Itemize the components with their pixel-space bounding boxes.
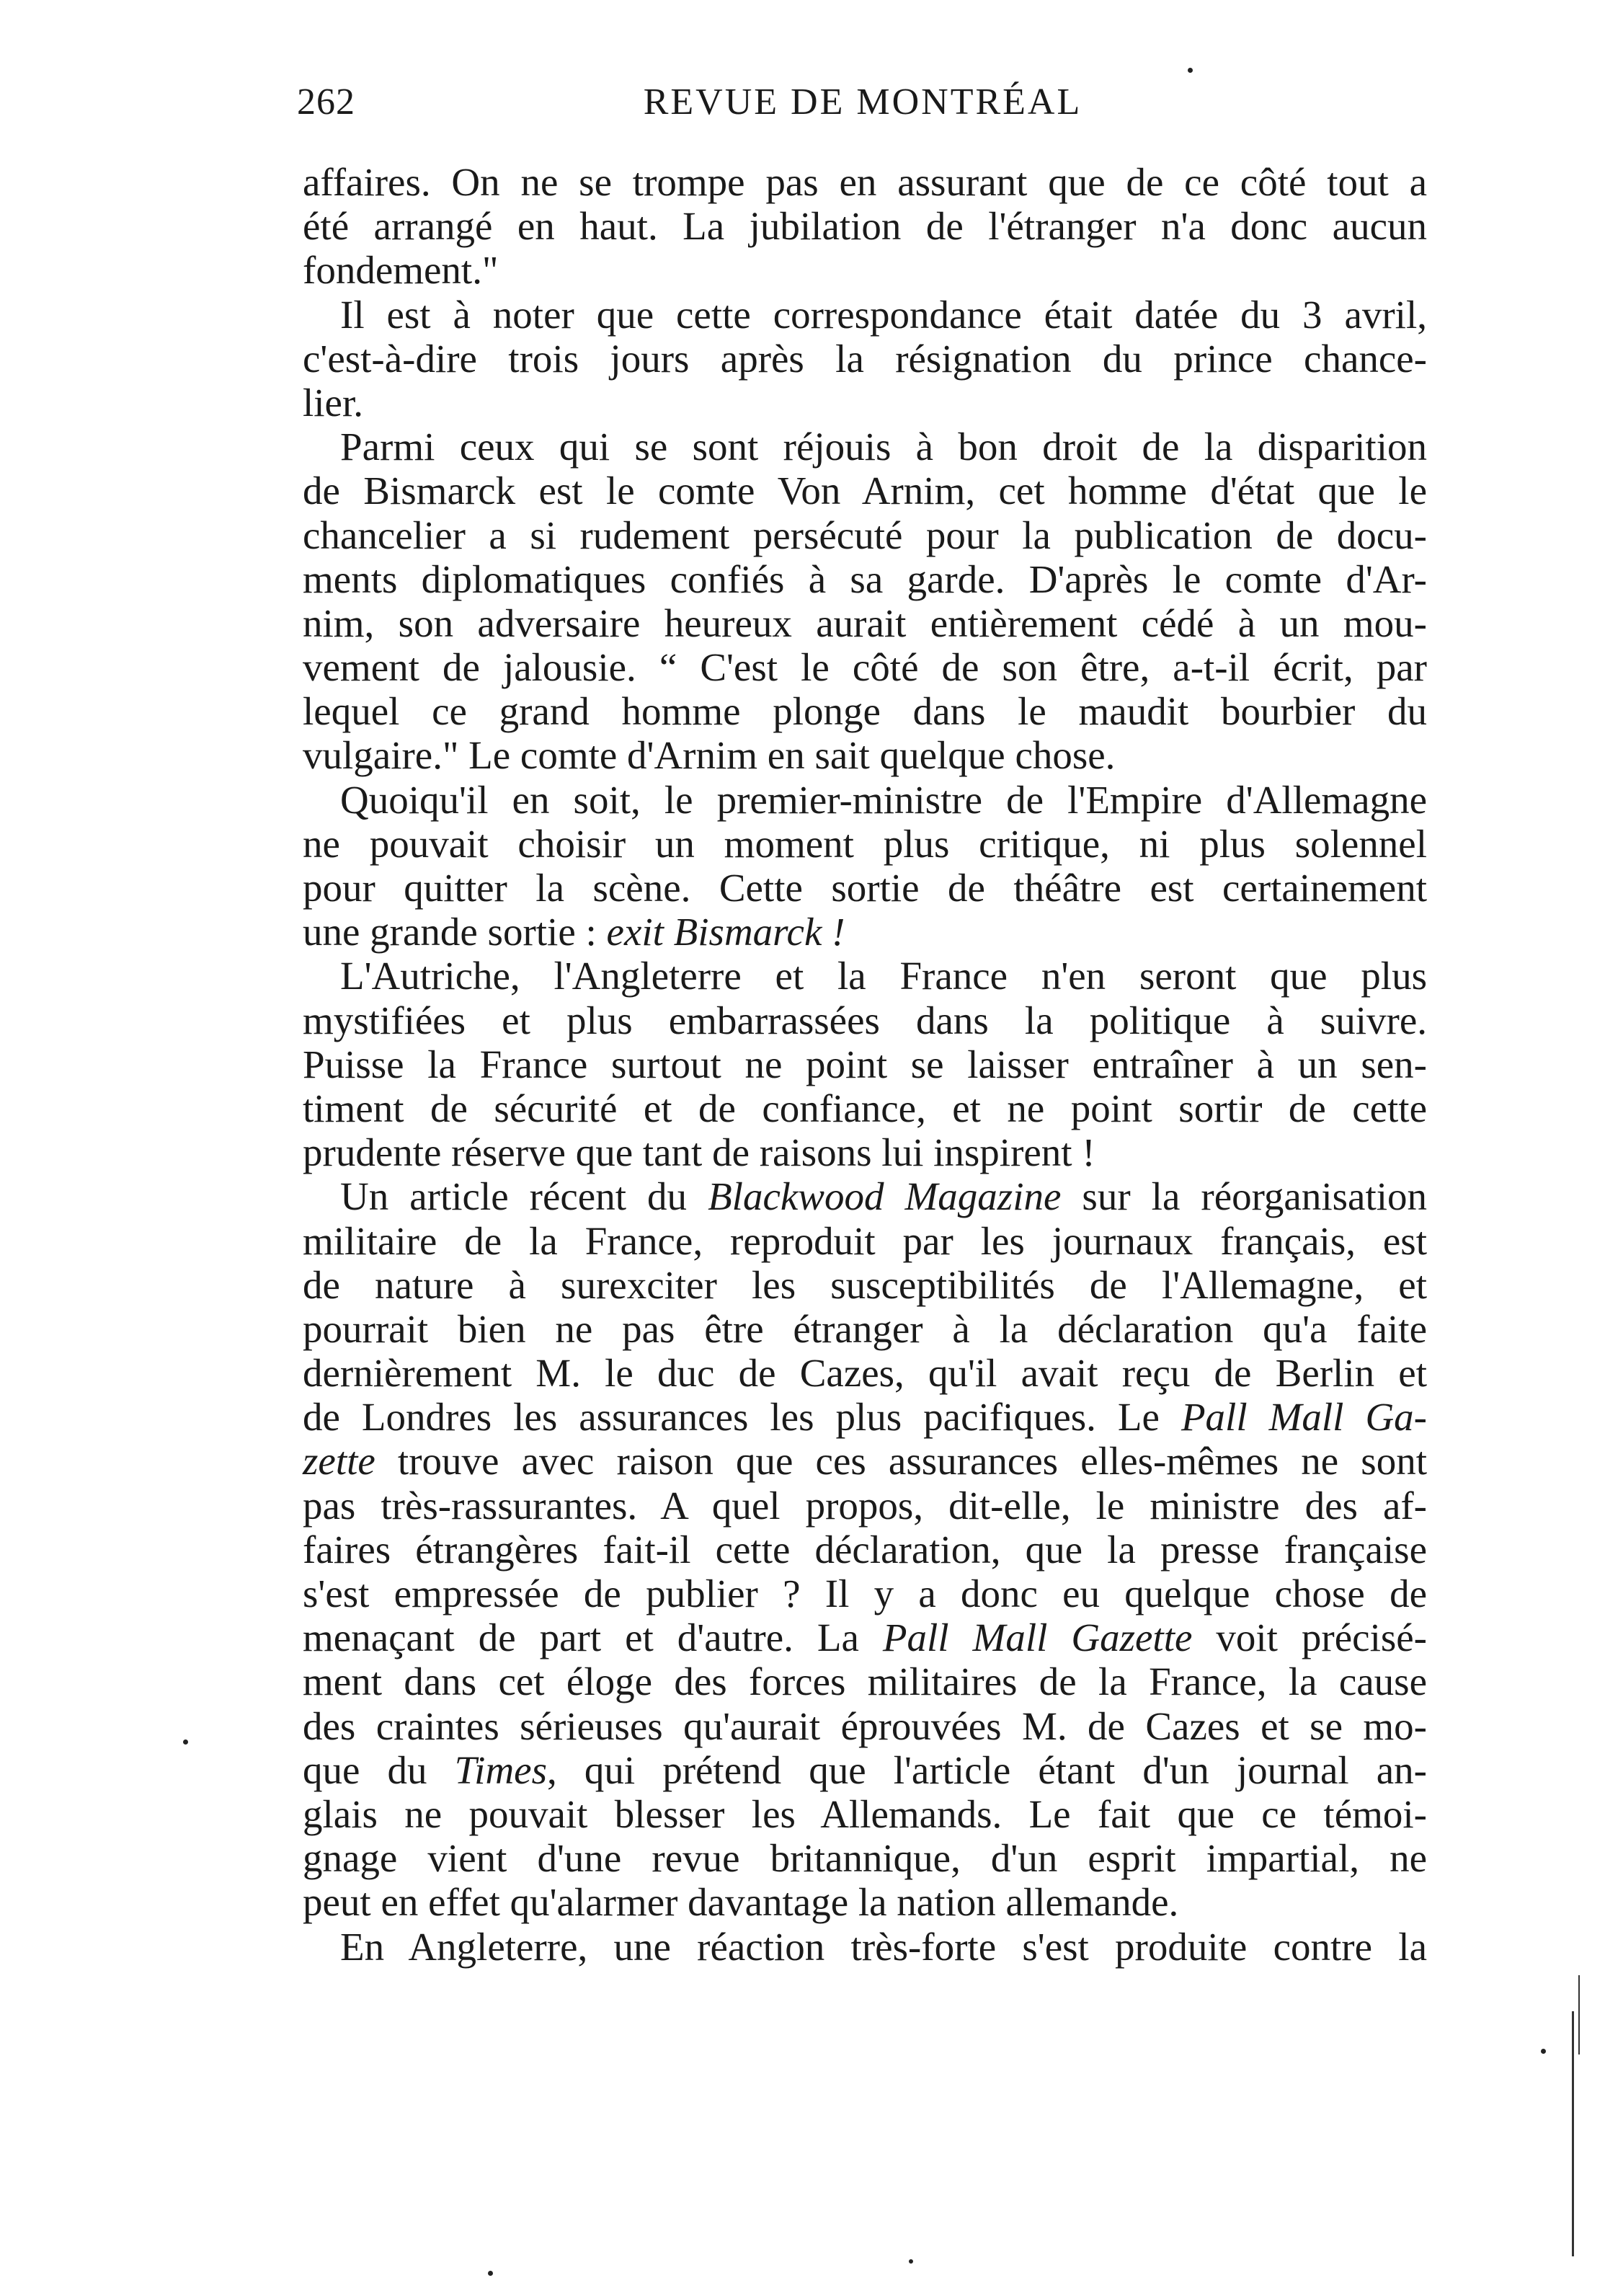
text-segment: glais ne pouvait blesser les Allemands. Le fait que ce témoi- [303,1791,1427,1836]
text-segment: Parmi ceux qui se sont réjouis à bon droit de la disparition [340,425,1427,469]
text-line [303,645,1427,689]
text-segment: L'Autriche, l'Angleterre et la France n'en seront que plus [340,954,1427,998]
text-line [303,1130,1427,1174]
text-segment: lier. [303,380,364,425]
text-line [303,1572,1427,1615]
text-line [303,1615,1427,1659]
text-line [303,689,1427,733]
text-line [303,733,1427,777]
text-segment: de nature à surexciter les susceptibilités de l'Allemagne, et [303,1262,1427,1307]
text-line [303,557,1427,601]
italic-text: Pall Mall Ga- [1181,1395,1427,1440]
text-line [303,998,1427,1042]
text-segment: faires étrangères fait-il cette déclaration, que la presse française [303,1527,1427,1572]
scan-edge-line [1578,1975,1580,2055]
text-line [303,778,1427,822]
italic-text: Blackwood Magazine [708,1174,1062,1219]
text-segment: , qui prétend que l'article étant d'un journal an- [546,1747,1427,1792]
text-segment: des craintes sérieuses qu'aurait éprouvées M. de Cazes et se mo- [303,1703,1427,1748]
scan-speck [909,2259,913,2264]
text-segment: mystifiées et plus embarrassées dans la politique à suivre. [303,998,1427,1042]
text-segment: ne pouvait choisir un moment plus critique, ni plus solennel [303,821,1427,866]
text-segment: voit précisé- [1192,1615,1427,1660]
text-line [303,601,1427,645]
running-title: REVUE DE MONTRÉAL [643,81,1082,123]
page-number: 262 [297,81,355,123]
text-line [303,160,1427,204]
text-line [303,1086,1427,1130]
text-line [303,1439,1427,1483]
page-header [297,81,1428,138]
text-segment: pas très-rassurantes. A quel propos, dit-elle, le ministre des af- [303,1483,1427,1528]
text-segment: vement de jalousie. “ C'est le côté de son être, a-t-il écrit, par [303,645,1427,690]
text-line [303,1836,1427,1880]
body-text [303,160,1427,1969]
text-segment: En Angleterre, une réaction très-forte s'est produite contre la [340,1924,1427,1969]
scan-speck [488,2271,493,2276]
text-line [303,513,1427,557]
text-segment: pour quitter la scène. Cette sortie de théâtre est certainement [303,866,1427,910]
scan-speck [1541,2049,1546,2054]
italic-text: exit Bismarck ! [606,910,845,954]
text-line [303,1528,1427,1572]
scan-speck [1188,68,1193,73]
text-line [303,1704,1427,1748]
text-line [303,1351,1427,1395]
text-line [303,866,1427,910]
text-line [303,1792,1427,1836]
text-segment: de Bismarck est le comte Von Arnim, cet homme d'état que le [303,469,1427,513]
text-segment: peut en effet qu'alarmer davantage la nation allemande. [303,1880,1179,1925]
text-line [303,381,1427,425]
text-segment: vulgaire." Le comte d'Arnim en sait quelque chose. [303,733,1116,778]
text-segment: prudente réserve que tant de raisons lui inspirent ! [303,1130,1095,1175]
text-line [303,293,1427,337]
text-line [303,1880,1427,1924]
text-line [303,822,1427,866]
text-segment: nim, son adversaire heureux aurait entièrement cédé à un mou- [303,600,1427,645]
text-segment: trouve avec raison que ces assurances elles-mêmes ne sont [375,1439,1427,1484]
text-segment: c'est-à-dire trois jours après la résignation du prince chance- [303,336,1427,381]
text-segment: Puisse la France surtout ne point se laisser entraîner à un sen- [303,1042,1427,1086]
text-line [303,425,1427,469]
text-segment: lequel ce grand homme plonge dans le maudit bourbier du [303,689,1427,734]
text-segment: fondement." [303,248,499,293]
text-line [303,1263,1427,1307]
text-line [303,1925,1427,1969]
text-segment: ment dans cet éloge des forces militaires de la France, la cause [303,1659,1427,1704]
italic-text: zette [303,1439,375,1484]
text-segment: dernièrement M. le duc de Cazes, qu'il avait reçu de Berlin et [303,1351,1427,1396]
scan-speck [183,1739,188,1745]
text-segment: Un article récent du [340,1174,708,1219]
text-line [303,1748,1427,1792]
text-line [303,1042,1427,1086]
text-line [303,337,1427,381]
text-line [303,910,1427,954]
text-segment: militaire de la France, reproduit par les journaux français, est [303,1218,1427,1263]
text-segment: timent de sécurité et de confiance, et ne point sortir de cette [303,1086,1427,1130]
text-segment: chancelier a si rudement persécuté pour la publication de docu- [303,513,1427,557]
scan-edge-line [1572,2011,1574,2256]
text-line [303,248,1427,292]
text-line [303,1174,1427,1218]
text-segment: pourrait bien ne pas être étranger à la déclaration qu'a faite [303,1306,1427,1351]
text-segment: que du [303,1747,455,1792]
text-line [303,1659,1427,1703]
text-segment: ments diplomatiques confiés à sa garde. D'après le comte d'Ar- [303,557,1427,601]
italic-text: Times [454,1747,547,1792]
text-line [303,469,1427,513]
text-line [303,204,1427,248]
text-line [303,1395,1427,1439]
text-segment: de Londres les assurances les plus pacifiques. Le [303,1395,1181,1440]
italic-text: Pall Mall Gazette [882,1615,1193,1660]
text-line [303,1219,1427,1263]
text-segment: été arrangé en haut. La jubilation de l'étranger n'a donc aucun [303,204,1427,249]
text-segment: sur la réorganisation [1061,1174,1428,1219]
text-segment: une grande sortie : [303,910,607,954]
text-segment: s'est empressée de publier ? Il y a donc eu quelque chose de [303,1572,1427,1615]
text-segment: affaires. On ne se trompe pas en assurant que de ce côté tout a [303,160,1427,204]
text-segment: Il est à noter que cette correspondance était datée du 3 avril, [340,292,1427,337]
text-segment: Quoiqu'il en soit, le premier-ministre de l'Empire d'Allemagne [340,777,1427,822]
text-line [303,954,1427,998]
text-line [303,1484,1427,1528]
text-segment: menaçant de part et d'autre. La [303,1615,883,1660]
text-segment: gnage vient d'une revue britannique, d'un esprit impartial, ne [303,1836,1427,1881]
text-line [303,1307,1427,1351]
